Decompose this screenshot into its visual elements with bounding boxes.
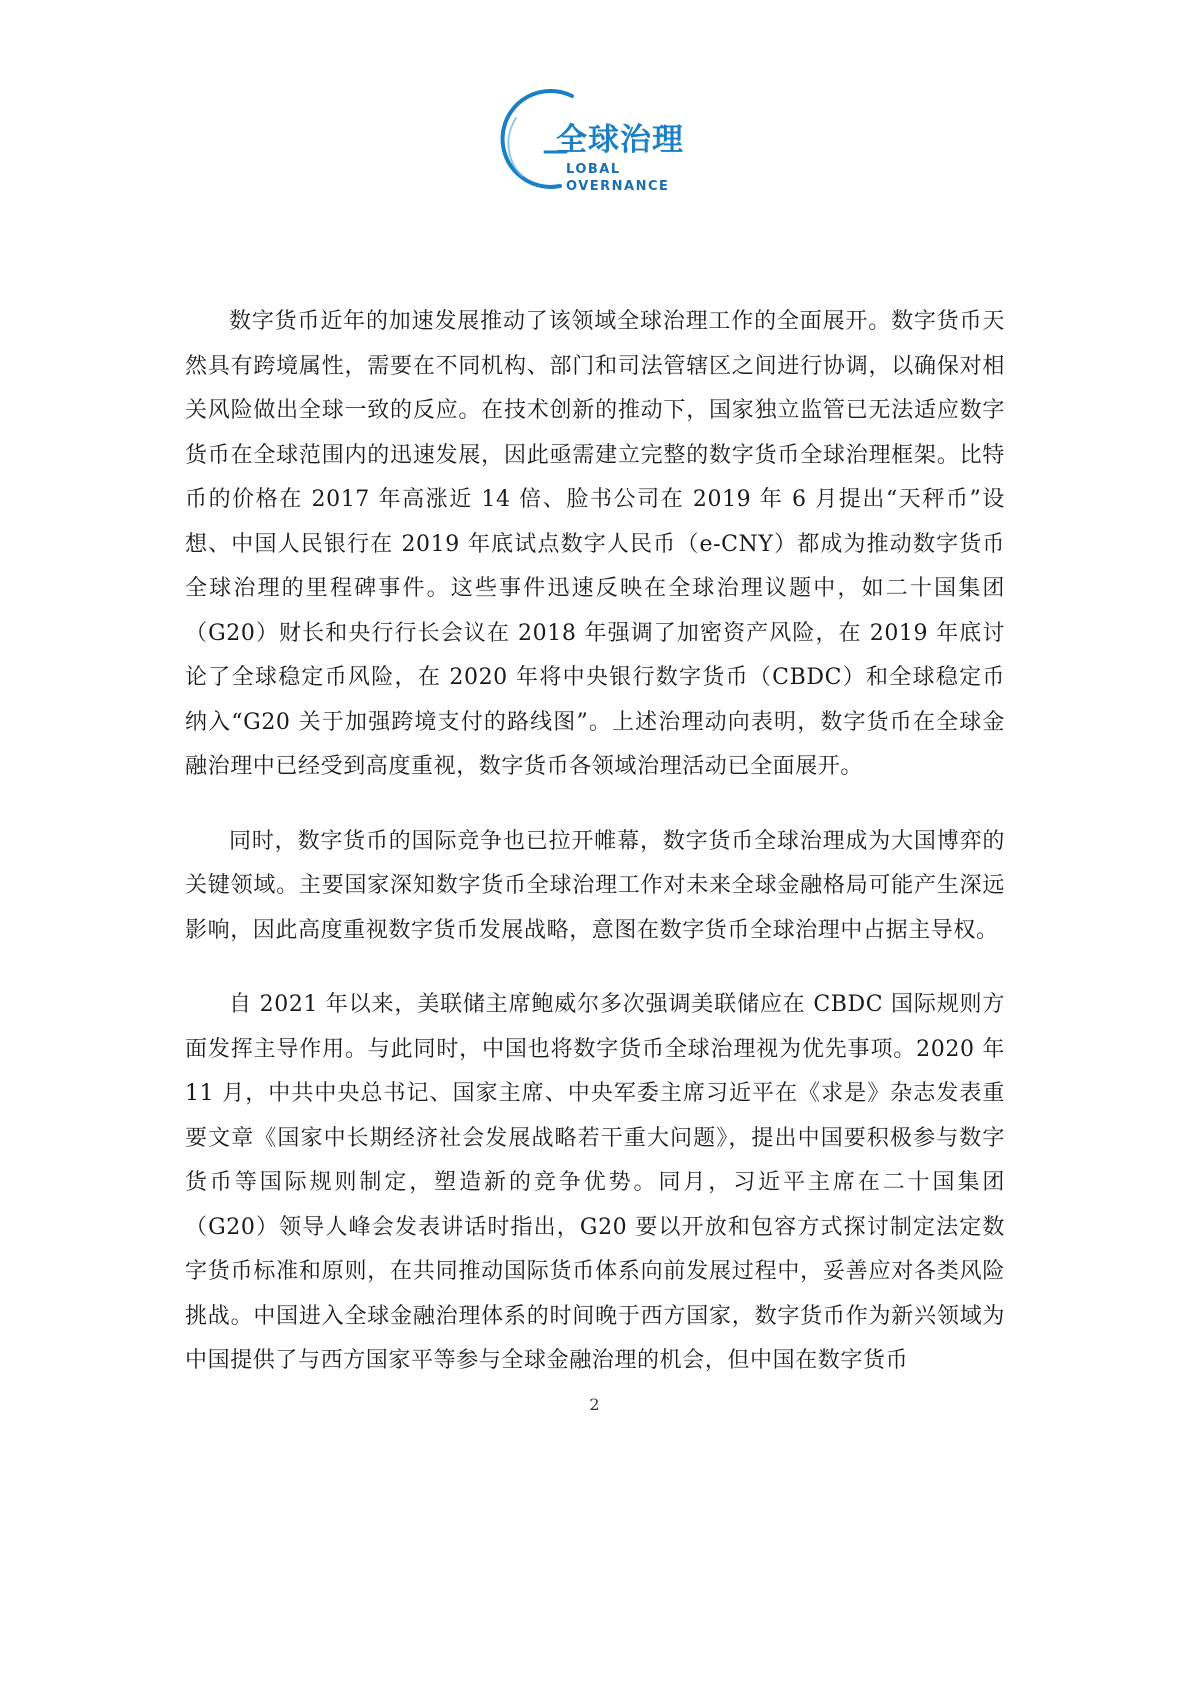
paragraph-2: 同时，数字货币的国际竞争也已拉开帷幕，数字货币全球治理成为大国博弈的关键领域。主要国家深知数字货币全球治理工作对未来全球金融格局可能产生深远影响，因此高度重视数字货币发展战略，意图在数字货币全球治理中占据主导权。 — [185, 828, 1005, 943]
paragraph-3: 自 2021 年以来，美联储主席鲍威尔多次强调美联储应在 CBDC 国际规则方面发挥主导作用。与此同时，中国也将数字货币全球治理视为优先事项。2020 年 11 月，中共中央总书记、国家主席、中央军委主席习近平在《求是》杂志发表重要文章《国家中长期经济社会发展战略若干重大问题》，提出中国要积极参与数字货币等国际规则制定，塑造新的竞争优势。同月，习近平主席在二十国集团（G20）领导人峰会发表讲话时指出，G20 要以开放和包容方式探讨制定法定数字货币标准和原则，在共同推动国际货币体系向前发展过程中，妥善应对各类风险挑战。中国进入全球金融治理体系的时间晚于西方国家，数字货币作为新兴领域为中国提供了与西方国家平等参与全球金融治理的机会，但中国在数字货币 — [185, 992, 1005, 1373]
paragraph-1: 数字货币近年的加速发展推动了该领域全球治理工作的全面展开。数字货币天然具有跨境属性，需要在不同机构、部门和司法管辖区之间进行协调，以确保对相关风险做出全球一致的反应。在技术创新的推动下，国家独立监管已无法适应数字货币在全球范围内的迅速发展，因此亟需建立完整的数字货币全球治理框架。比特币的价格在 2017 年高涨近 14 倍、脸书公司在 2019 年 6 月提出“天秤币”设想、中国人民银行在 2019 年底试点数字人民币（e-CNY）都成为推动数字货币全球治理的里程碑事件。这些事件迅速反映在全球治理议题中，如二十国集团（G20）财长和央行行长会议在 2018 年强调了加密资产风险，在 2019 年底讨论了全球稳定币风险，在 2020 年将中央银行数字货币（CBDC）和全球稳定币纳入“G20 关于加强跨境支付的路线图”。上述治理动向表明，数字货币在全球金融治理中已经受到高度重视，数字货币各领域治理活动已全面展开。 — [185, 309, 1005, 779]
logo-chinese-text: 全球治理 — [556, 122, 684, 158]
document-body — [185, 300, 1005, 1414]
global-governance-logo — [500, 88, 700, 198]
page-number: 2 — [589, 1395, 600, 1414]
logo-english-line1: LOBAL — [566, 162, 621, 177]
logo-english-line2: OVERNANCE — [566, 179, 670, 194]
